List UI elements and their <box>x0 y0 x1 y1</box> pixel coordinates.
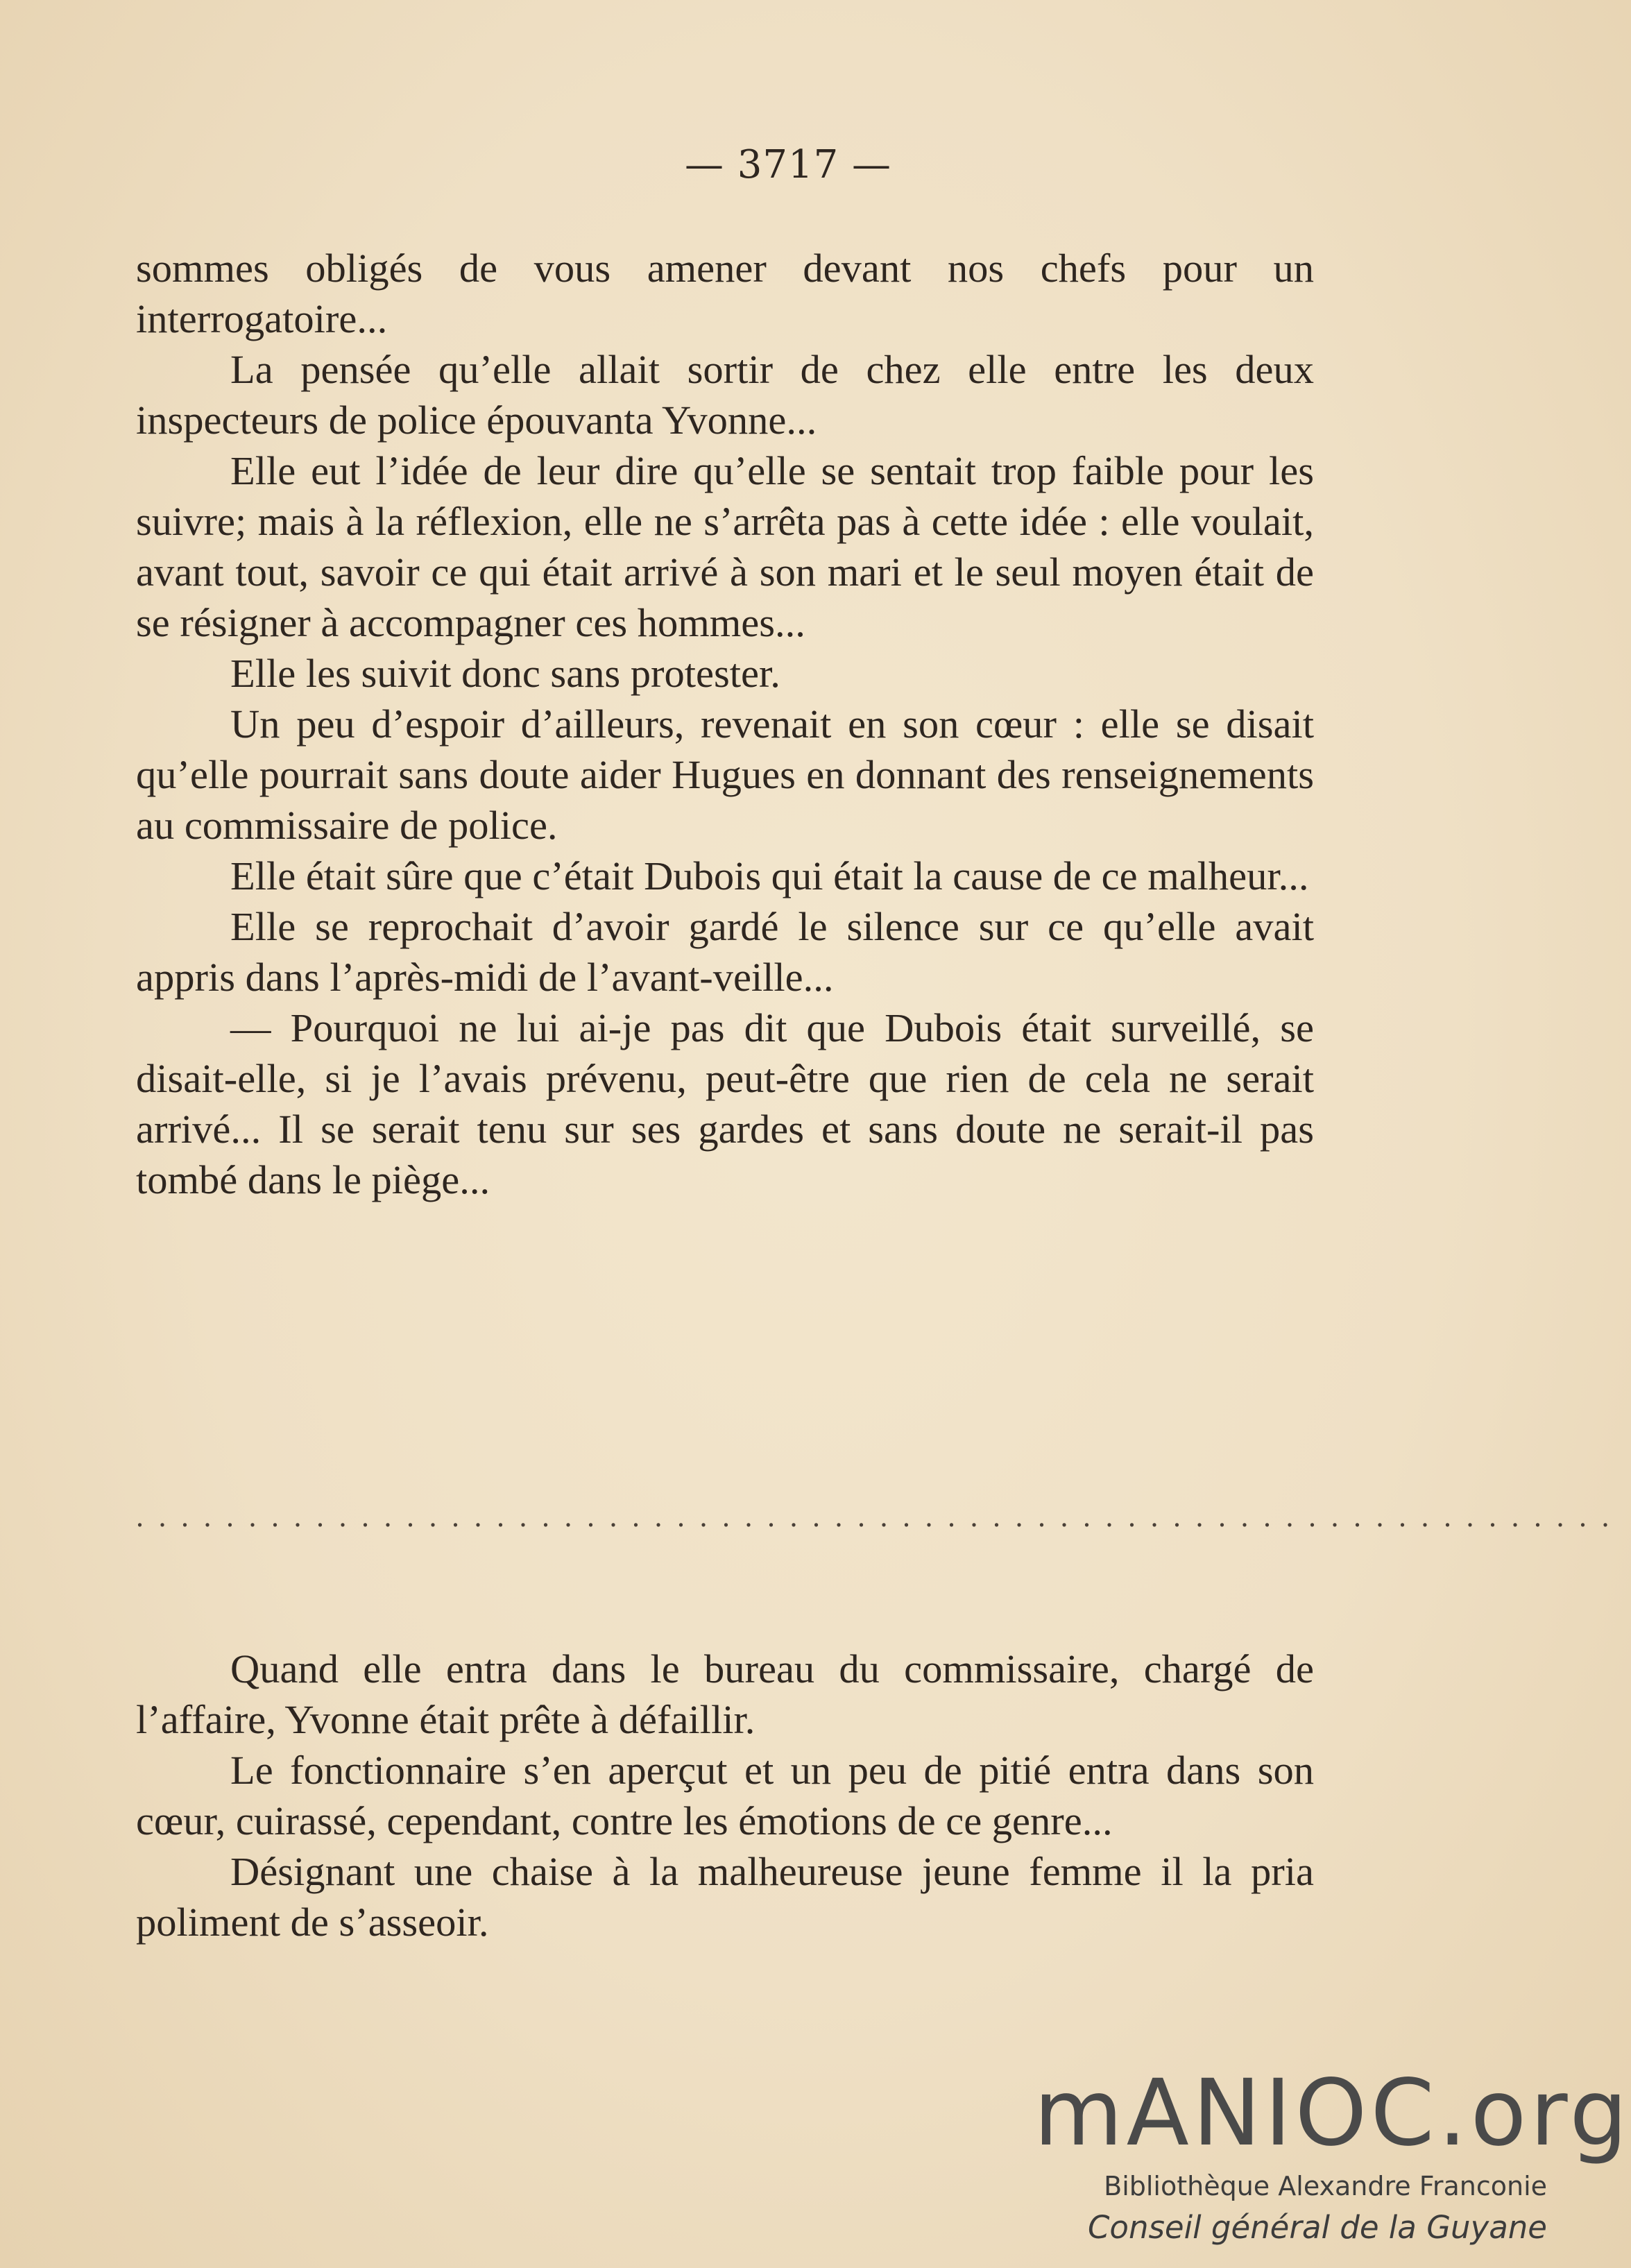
library-name: Bibliothèque Alexandre Franconie <box>1104 2171 1547 2201</box>
paragraph: Le fonctionnaire s’en aperçut et un peu de pitié entra dans son cœur, cuirassé, cependant, contre les émotions de ce genre... <box>136 1748 1314 1843</box>
manioc-logo: mANIOC.org <box>1034 2060 1631 2167</box>
text-section-two <box>136 1644 1314 1947</box>
paragraph: Elle eut l’idée de leur dire qu’elle se sentait trop faible pour les suivre; mais à la réflexion, elle ne s’arrêta pas à cette idée : elle voulait, avant tout, savoir ce qui était arrivé à son mari et le seul moyen était de se résigner à accompagner ces hommes... <box>136 448 1314 645</box>
paragraph: Elle les suivit donc sans protester. <box>230 651 780 696</box>
paragraph: Elle se reprochait d’avoir gardé le silence sur ce qu’elle avait appris dans l’après-midi de l’avant-veille... <box>136 904 1314 1000</box>
paragraph: Un peu d’espoir d’ailleurs, revenait en son cœur : elle se disait qu’elle pourrait sans doute aider Hugues en donnant des renseignements au commissaire de police. <box>136 701 1314 848</box>
paragraph: La pensée qu’elle allait sortir de chez elle entre les deux inspecteurs de police épouvanta Yvonne... <box>136 347 1314 443</box>
paragraph: — Pourquoi ne lui ai-je pas dit que Dubois était surveillé, se disait-elle, si je l’avais prévenu, peut-être que rien de cela ne serait arrivé... Il se serait tenu sur ses gardes et sans doute ne serait-il pas tombé dans le piège... <box>136 1005 1314 1202</box>
paragraph: sommes obligés de vous amener devant nos chefs pour un interrogatoire... <box>136 246 1314 341</box>
paragraph: Quand elle entra dans le bureau du commissaire, chargé de l’affaire, Yvonne était prête à défaillir. <box>136 1646 1314 1742</box>
institution-name: Conseil général de la Guyane <box>1088 2209 1547 2246</box>
page-number: — 3717 — <box>684 142 892 187</box>
paragraph: Désignant une chaise à la malheureuse jeune femme il la pria poliment de s’asseoir. <box>136 1849 1314 1945</box>
paragraph: Elle était sûre que c’était Dubois qui était la cause de ce malheur... <box>230 853 1309 898</box>
dotted-separator: .................................................................. <box>136 1499 1624 1533</box>
library-watermark <box>1034 2060 1631 2248</box>
text-section-one <box>136 243 1314 1205</box>
